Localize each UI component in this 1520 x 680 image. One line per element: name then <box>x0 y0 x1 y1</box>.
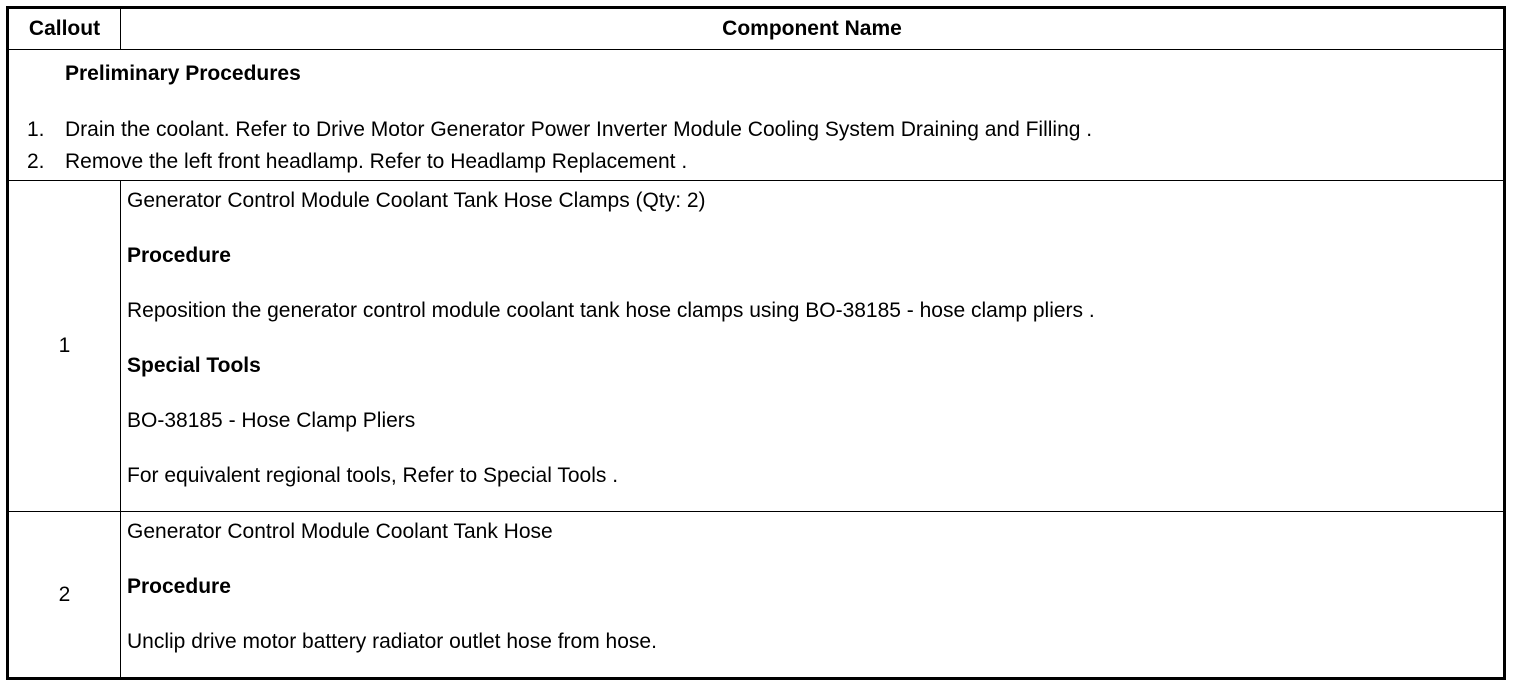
procedure-heading: Procedure <box>127 244 231 267</box>
callout-number: 2 <box>8 512 121 679</box>
preliminary-step <box>27 150 1092 182</box>
step-text: Remove the left front headlamp. Refer to Headlamp Replacement . <box>65 150 688 173</box>
step-number: 2. <box>27 150 45 173</box>
component-cell <box>121 512 1505 679</box>
callout-column-header: Callout <box>8 8 121 50</box>
preliminary-procedures-cell <box>8 50 1505 181</box>
step-text: Drain the coolant. Refer to Drive Motor Generator Power Inverter Module Cooling System Draining and Filling . <box>65 118 1093 141</box>
preliminary-row <box>8 50 1505 181</box>
callout-number: 1 <box>8 181 121 512</box>
preliminary-steps-list <box>27 118 1092 182</box>
component-name-column-header: Component Name <box>121 8 1505 50</box>
procedure-text: Unclip drive motor battery radiator outlet hose from hose. <box>127 630 657 653</box>
special-tools-note: For equivalent regional tools, Refer to Special Tools . <box>127 464 619 487</box>
procedure-heading: Procedure <box>127 575 231 598</box>
component-name: Generator Control Module Coolant Tank Hose Clamps (Qty: 2) <box>127 189 706 212</box>
table-header-row <box>8 8 1505 50</box>
component-cell <box>121 181 1505 512</box>
component-name: Generator Control Module Coolant Tank Hose <box>127 520 553 543</box>
table-row <box>8 512 1505 679</box>
special-tools-heading: Special Tools <box>127 354 261 377</box>
table-row <box>8 181 1505 512</box>
procedure-text: Reposition the generator control module coolant tank hose clamps using BO-38185 - hose clamp pliers . <box>127 299 1095 322</box>
step-number: 1. <box>27 118 45 141</box>
preliminary-procedures-title: Preliminary Procedures <box>65 62 301 85</box>
special-tool: BO-38185 - Hose Clamp Pliers <box>127 409 416 432</box>
preliminary-step <box>27 118 1092 150</box>
component-table <box>6 6 1506 680</box>
